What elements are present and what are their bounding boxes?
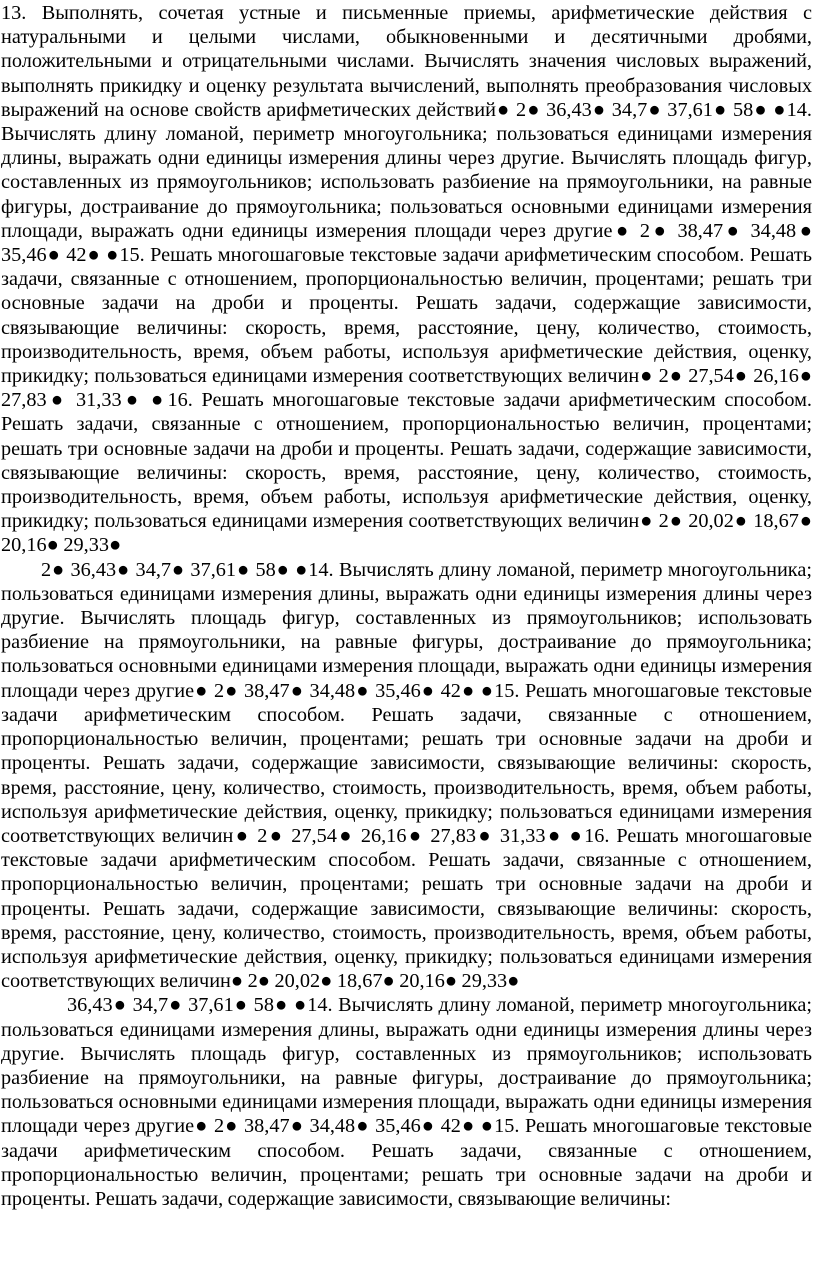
paragraph-3: 36,43● 34,7● 37,61● 58● ●14. Вычислять длину ломаной, периметр многоугольника; пользоваться единицами измерения длины, выражать одни единицы измерения длины через другие. Вычислять площадь фигур, составленных из прямоугольников; использовать разбиение на прямоугольники, на равные фигуры, достраивание до прямоугольника; пользоваться основными единицами измерения площади, выражать одни единицы измерения площади через другие● 2● 38,47● 34,48● 35,46● 42● ●15. Решать многошаговые текстовые задачи арифметическим способом. Решать задачи, связанные с отношением, пропорциональностью величин, процентами; решать три основные задачи на дроби и проценты. Решать задачи, содержащие зависимости, связывающие величины: — [1, 994, 812, 1210]
paragraph-2: 2● 36,43● 34,7● 37,61● 58● ●14. Вычислять длину ломаной, периметр многоугольника; пользоваться единицами измерения длины, выражать одни единицы измерения длины через другие. Вычислять площадь фигур, составленных из прямоугольников; использовать разбиение на прямоугольники, на равные фигуры, достраивание до прямоугольника; пользоваться основными единицами измерения площади, выражать одни единицы измерения площади через другие● 2● 38,47● 34,48● 35,46● 42● ●15. Решать многошаговые текстовые задачи арифметическим способом. Решать задачи, связанные с отношением, пропорциональностью величин, процентами; решать три основные задачи на дроби и проценты. Решать задачи, содержащие зависимости, связывающие величины: скорость, время, расстояние, цену, количество, стоимость, производительность, время, объем работы, используя арифметические действия, оценку, прикидку; пользоваться единицами измерения соответствующих величин● 2● 27,54● 26,16● 27,83● 31,33● ●16. Решать многошаговые текстовые задачи арифметическим способом. Решать задачи, связанные с отношением, пропорциональностью величин, процентами; решать три основные задачи на дроби и проценты. Решать задачи, содержащие зависимости, связывающие величины: скорость, время, расстояние, цену, количество, стоимость, производительность, время, объем работы, используя арифметические действия, оценку, прикидку; пользоваться единицами измерения соответствующих величин● 2● 20,02● 18,67● 20,16● 29,33● — [1, 558, 812, 993]
paragraph-1: 13. Выполнять, сочетая устные и письменные приемы, арифметические действия с натуральными и целыми числами, обыкновенными и десятичными дробями, положительными и отрицательными числами. Вычислять значения числовых выражений, выполнять прикидку и оценку результата вычислений, выполнять преобразования числовых выражений на основе свойств арифметических действий● 2● 36,43● 34,7● 37,61● 58● ●14. Вычислять длину ломаной, периметр многоугольника; пользоваться единицами измерения длины, выражать одни единицы измерения длины через другие. Вычислять площадь фигур, составленных из прямоугольников; использовать разбиение на прямоугольники, на равные фигуры, достраивание до прямоугольника; пользоваться основными единицами измерения площади, выражать одни единицы измерения площади через другие● 2● 38,47● 34,48● 35,46● 42● ●15. Решать многошаговые текстовые задачи арифметическим способом. Решать задачи, связанные с отношением, пропорциональностью величин, процентами; решать три основные задачи на дроби и проценты. Решать задачи, содержащие зависимости, связывающие величины: скорость, время, расстояние, цену, количество, стоимость, производительность, время, объем работы, используя арифметические действия, оценку, прикидку; пользоваться единицами измерения соответствующих величин● 2● 27,54● 26,16● 27,83● 31,33● ●16. Решать многошаговые текстовые задачи арифметическим способом. Решать задачи, связанные с отношением, пропорциональностью величин, процентами; решать три основные задачи на дроби и проценты. Решать задачи, содержащие зависимости, связывающие величины: скорость, время, расстояние, цену, количество, стоимость, производительность, время, объем работы, используя арифметические действия, оценку, прикидку; пользоваться единицами измерения соответствующих величин● 2● 20,02● 18,67● 20,16● 29,33● — [1, 2, 812, 557]
